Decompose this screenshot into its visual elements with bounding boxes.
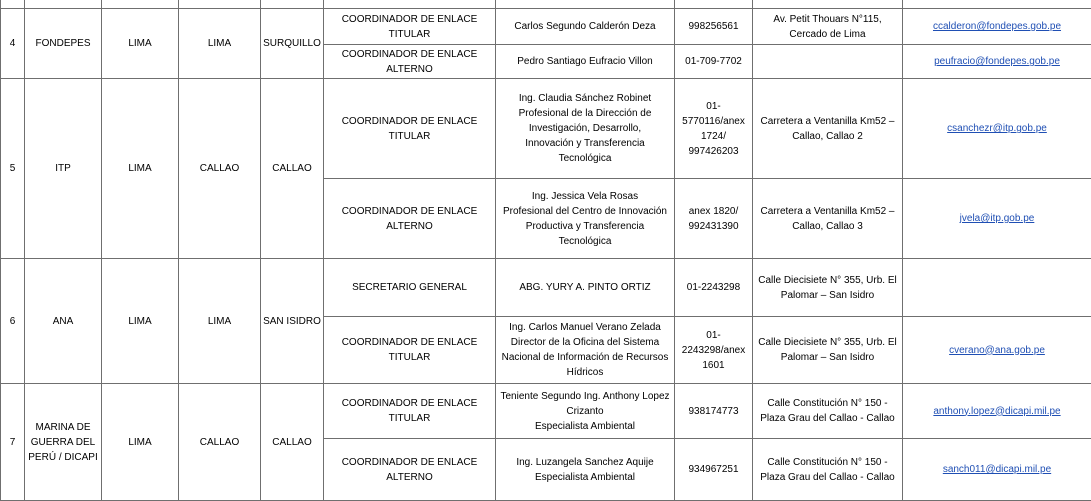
phone-cell: 934967251 <box>675 439 753 501</box>
phone-cell: 998256561 <box>675 9 753 45</box>
department-cell: LIMA <box>102 79 179 259</box>
address-cell: Carretera a Ventanilla Km52 – Callao, Callao 3 <box>753 179 903 259</box>
district-cell: CALLAO <box>261 384 324 501</box>
address-cell: Calle Constitución N° 150 - Plaza Grau del Callao - Callao <box>753 384 903 439</box>
phone-cell: 938174773 <box>675 384 753 439</box>
phone-cell: anex 1820/ 992431390 <box>675 179 753 259</box>
phone-cell: 01-709-7702 <box>675 45 753 79</box>
email-link[interactable]: anthony.lopez@dicapi.mil.pe <box>933 406 1060 417</box>
role-cell: COORDINADOR DE ENLACE ALTERNO <box>324 45 496 79</box>
email-link[interactable]: cverano@ana.gob.pe <box>949 345 1045 356</box>
email-cell[interactable] <box>903 45 1091 79</box>
address-cell: Calle Diecisiete N° 355, Urb. El Palomar – San Isidro <box>753 259 903 317</box>
email-link[interactable]: ccalderon@fondepes.gob.pe <box>933 21 1061 32</box>
name-cell: Teniente Segundo Ing. Anthony Lopez Crizanto Especialista Ambiental <box>496 384 675 439</box>
entity-cell: ITP <box>25 79 102 259</box>
role-cell: COORDINADOR DE ENLACE TITULAR <box>324 79 496 179</box>
province-cell: LIMA <box>179 259 261 384</box>
address-cell: Calle Diecisiete N° 355, Urb. El Palomar – San Isidro <box>753 317 903 384</box>
table-row <box>1 259 1091 317</box>
table-row <box>1 79 1091 179</box>
email-cell[interactable] <box>903 259 1091 317</box>
province-cell: LIMA <box>179 9 261 79</box>
department-cell: LIMA <box>102 384 179 501</box>
email-link[interactable]: peufracio@fondepes.gob.pe <box>934 56 1060 67</box>
address-cell <box>753 45 903 79</box>
name-cell: Pedro Santiago Eufracio Villon <box>496 45 675 79</box>
name-cell: ABG. YURY A. PINTO ORTIZ <box>496 259 675 317</box>
name-cell: Ing. Jessica Vela Rosas Profesional del Centro de Innovación Productiva y Transferencia Tecnológica <box>496 179 675 259</box>
phone-cell: 01-2243298 <box>675 259 753 317</box>
role-cell: SECRETARIO GENERAL <box>324 259 496 317</box>
role-cell: COORDINADOR DE ENLACE ALTERNO <box>324 439 496 501</box>
email-cell[interactable] <box>903 79 1091 179</box>
province-cell: CALLAO <box>179 79 261 259</box>
address-cell: Carretera a Ventanilla Km52 – Callao, Callao 2 <box>753 79 903 179</box>
email-link[interactable]: csanchezr@itp.gob.pe <box>947 123 1047 134</box>
table-row <box>1 384 1091 439</box>
role-cell: COORDINADOR DE ENLACE ALTERNO <box>324 179 496 259</box>
province-cell: CALLAO <box>179 384 261 501</box>
entity-cell: MARINA DE GUERRA DEL PERÚ / DICAPI <box>25 384 102 501</box>
email-link[interactable]: jvela@itp.gob.pe <box>960 213 1035 224</box>
role-cell: COORDINADOR DE ENLACE TITULAR <box>324 384 496 439</box>
entity-cell: FONDEPES <box>25 9 102 79</box>
email-cell[interactable] <box>903 9 1091 45</box>
email-cell[interactable] <box>903 439 1091 501</box>
address-cell: Calle Constitución N° 150 - Plaza Grau del Callao - Callao <box>753 439 903 501</box>
role-cell: COORDINADOR DE ENLACE TITULAR <box>324 317 496 384</box>
table-row <box>1 9 1091 45</box>
name-cell: Ing. Luzangela Sanchez Aquije Especialista Ambiental <box>496 439 675 501</box>
phone-cell: 01- 5770116/anex 1724/ 997426203 <box>675 79 753 179</box>
department-cell: LIMA <box>102 259 179 384</box>
district-cell: SAN ISIDRO <box>261 259 324 384</box>
phone-cell: 01- 2243298/anex 1601 <box>675 317 753 384</box>
address-cell: Av. Petit Thouars N°115, Cercado de Lima <box>753 9 903 45</box>
table-row <box>1 0 1091 9</box>
department-cell: LIMA <box>102 9 179 79</box>
name-cell: Ing. Claudia Sánchez Robinet Profesional de la Dirección de Investigación, Desarrollo, Innovación y Transferencia Tecnológica <box>496 79 675 179</box>
email-cell[interactable] <box>903 317 1091 384</box>
district-cell: SURQUILLO <box>261 9 324 79</box>
email-cell[interactable] <box>903 384 1091 439</box>
row-number: 4 <box>1 9 25 79</box>
district-cell: CALLAO <box>261 79 324 259</box>
role-cell: COORDINADOR DE ENLACE TITULAR <box>324 9 496 45</box>
row-number: 6 <box>1 259 25 384</box>
name-cell: Carlos Segundo Calderón Deza <box>496 9 675 45</box>
entity-cell: ANA <box>25 259 102 384</box>
email-cell[interactable] <box>903 179 1091 259</box>
row-number: 5 <box>1 79 25 259</box>
name-cell: Ing. Carlos Manuel Verano Zelada Director de la Oficina del Sistema Nacional de Información de Recursos Hídricos <box>496 317 675 384</box>
email-link[interactable]: sanch011@dicapi.mil.pe <box>943 464 1051 475</box>
row-number: 7 <box>1 384 25 501</box>
